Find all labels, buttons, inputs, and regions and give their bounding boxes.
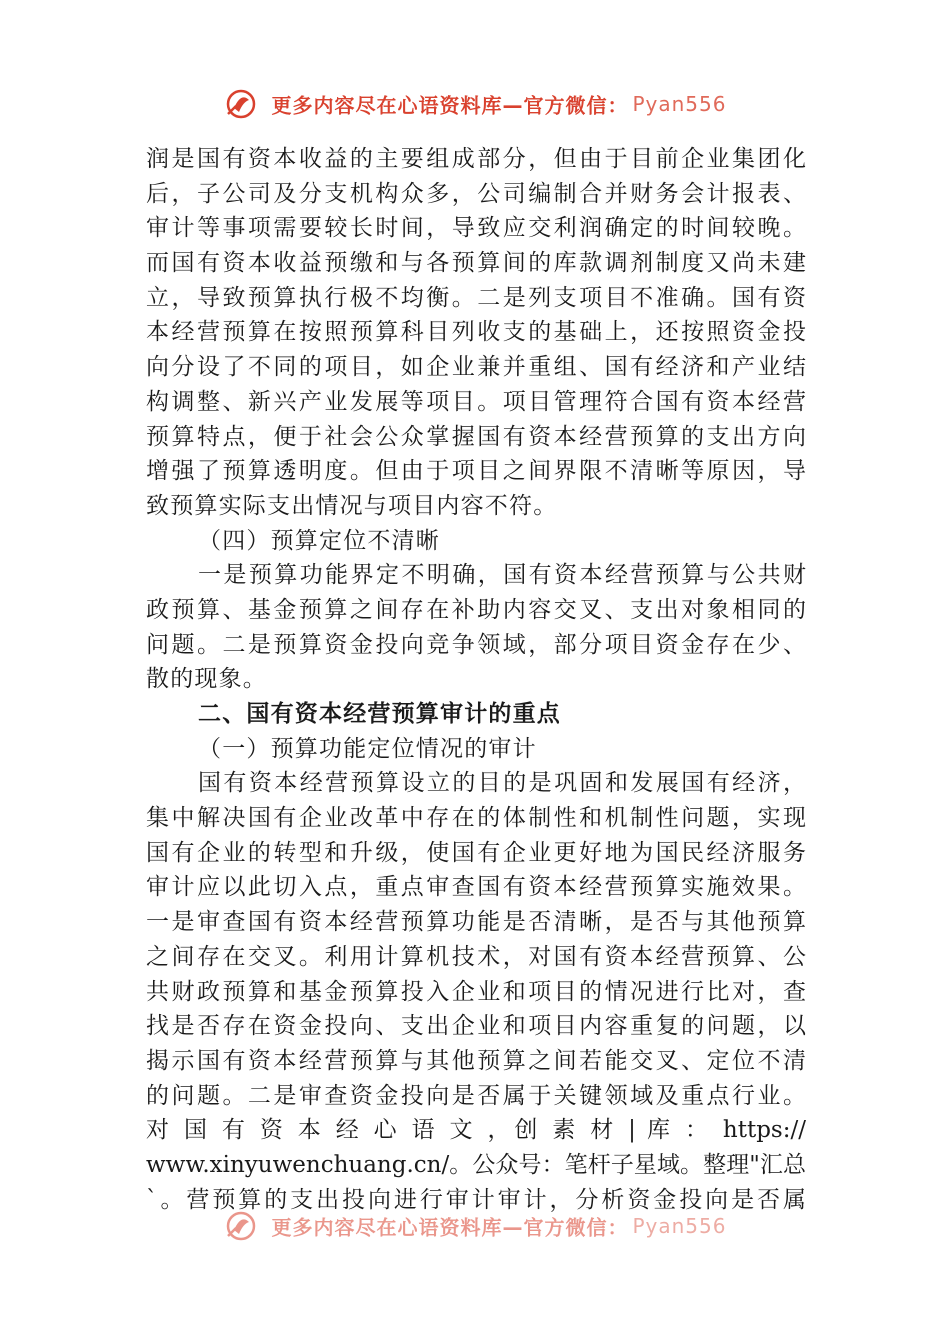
banner-text: 更多内容尽在心语资料库—官方微信： bbox=[271, 1215, 629, 1240]
body-line: 共财政预算和基金预算投入企业和项目的情况进行比对，查 bbox=[146, 978, 806, 1005]
body-line: 一是审查国有资本经营预算功能是否清晰，是否与其他预算 bbox=[146, 909, 806, 936]
body-line: 润是国有资本收益的主要组成部分，但由于目前企业集团化 bbox=[146, 146, 806, 172]
body-line: 对 国 有 资 本 经 心 语 文 ，创 素 材 | 库 ： https:// bbox=[146, 1117, 806, 1144]
document-body bbox=[146, 142, 806, 1217]
body-line: 致预算实际支出情况与项目内容不符。 bbox=[146, 492, 558, 519]
body-line: 增强了预算透明度。但由于项目之间界限不清晰等原因，导 bbox=[146, 458, 806, 485]
banner-text: 更多内容尽在心语资料库—官方微信： bbox=[271, 93, 629, 118]
body-line: 国有企业的转型和升级，使国有企业更好地为国民经济服务 bbox=[146, 839, 806, 866]
body-line: 一是预算功能界定不明确，国有资本经营预算与公共财 bbox=[198, 562, 806, 589]
body-line: 而国有资本收益预缴和与各预算间的库款调剂制度又尚未建 bbox=[146, 250, 806, 277]
body-line: 问题。二是预算资金投向竞争领域，部分项目资金存在少、 bbox=[146, 631, 806, 658]
body-line: 本经营预算在按照预算科目列收支的基础上，还按照资金投 bbox=[146, 319, 806, 346]
banner-wechat-id: Pyan556 bbox=[632, 92, 727, 116]
body-line: 预算特点，便于社会公众掌握国有资本经营预算的支出方向 bbox=[146, 423, 806, 450]
body-line: 找是否存在资金投向、支出企业和项目内容重复的问题，以 bbox=[146, 1013, 806, 1040]
section-heading: 二、国有资本经营预算审计的重点 bbox=[198, 701, 561, 727]
body-line: 国有资本经营预算设立的目的是巩固和发展国有经济， bbox=[198, 770, 806, 797]
section-subheading: （一）预算功能定位情况的审计 bbox=[198, 735, 537, 762]
body-line: 集中解决国有企业改革中存在的体制性和机制性问题，实现 bbox=[146, 805, 806, 832]
body-line: 散的现象。 bbox=[146, 666, 267, 693]
body-line: `。营预算的支出投向进行审计审计，分析资金投向是否属 bbox=[146, 1186, 806, 1213]
banner-wechat-id: Pyan556 bbox=[632, 1214, 727, 1238]
body-line: 构调整、新兴产业发展等项目。项目管理符合国有资本经营 bbox=[146, 388, 806, 415]
body-line: 揭示国有资本经营预算与其他预算之间若能交叉、定位不清 bbox=[146, 1047, 806, 1074]
body-line: 向分设了不同的项目，如企业兼并重组、国有经济和产业结 bbox=[146, 354, 806, 381]
body-line: 后，子公司及分支机构众多，公司编制合并财务会计报表、 bbox=[146, 180, 806, 207]
body-line: 政预算、基金预算之间存在补助内容交叉、支出对象相同的 bbox=[146, 596, 806, 623]
body-line: 之间存在交叉。利用计算机技术，对国有资本经营预算、公 bbox=[146, 943, 806, 970]
header-watermark-banner bbox=[0, 88, 950, 120]
section-subheading: （四）预算定位不清晰 bbox=[198, 527, 440, 554]
body-line: www.xinyuwenchuang.cn/。公众号：笔杆子星域。整理"汇总 bbox=[146, 1151, 806, 1178]
brand-logo-icon bbox=[224, 88, 258, 120]
body-line: 审计等事项需要较长时间，导致应交利润确定的时间较晚。 bbox=[146, 215, 806, 242]
body-line: 审计应以此切入点，重点审查国有资本经营预算实施效果。 bbox=[146, 874, 806, 901]
body-line: 的问题。二是审查资金投向是否属于关键领域及重点行业。 bbox=[146, 1082, 806, 1109]
footer-watermark-banner bbox=[0, 1210, 950, 1242]
brand-logo-icon bbox=[224, 1210, 258, 1242]
body-line: 立，导致预算执行极不均衡。二是列支项目不准确。国有资 bbox=[146, 284, 806, 311]
